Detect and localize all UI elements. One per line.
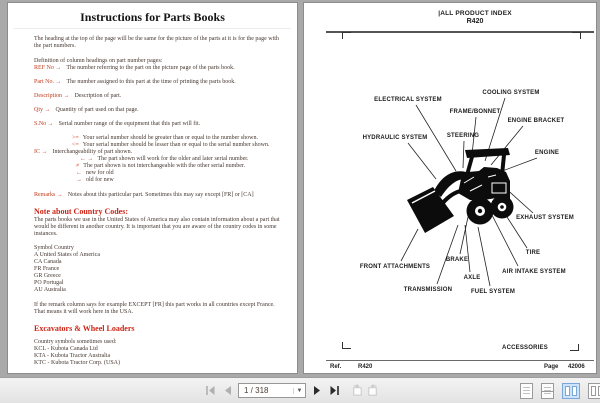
doc-line: → old for new	[76, 177, 114, 183]
ref-value: R420	[358, 364, 373, 370]
ref-label: Ref.	[330, 364, 342, 370]
two-page-view-icon[interactable]	[562, 383, 580, 399]
page-navigation	[204, 383, 379, 398]
doc-line: GR Greece	[34, 273, 61, 279]
rotate-right-icon[interactable]	[367, 384, 379, 398]
callout-electrical-system: ELECTRICAL SYSTEM	[374, 97, 442, 103]
two-page-scroll-view-icon[interactable]	[588, 383, 600, 399]
doc-line: IC → Interchangeability of part shown.	[34, 149, 133, 155]
page-title: Instructions for Parts Books	[80, 10, 225, 24]
doc-line: A United States of America	[34, 252, 100, 258]
callout-engine: ENGINE	[534, 150, 560, 156]
left-page-body	[8, 29, 297, 367]
doc-line: FR France	[34, 266, 60, 272]
callout-frame-bonnet: FRAME/BONNET	[449, 109, 501, 115]
callout-hydraulic-system: HYDRAULIC SYSTEM	[362, 135, 428, 141]
doc-line: Part No. → The number assigned to this part at the time of printing the parts book.	[34, 79, 236, 85]
doc-line: >= Your serial number should be greater than or equal to the number shown.	[72, 135, 258, 141]
doc-line: Country symbols sometimes used:	[34, 339, 117, 345]
product-index-title: |ALL PRODUCT INDEX	[438, 10, 512, 17]
single-page-view-icon[interactable]	[520, 383, 533, 399]
callout-front-attachments: FRONT ATTACHMENTS	[359, 264, 431, 270]
callout-accessories: ACCESSORIES	[502, 345, 548, 351]
callout-transmission: TRANSMISSION	[403, 287, 453, 293]
callout-exhaust-system: EXHAUST SYSTEM	[516, 215, 574, 221]
doc-line: Definition of column headings on part number pages:	[34, 58, 163, 64]
doc-line: REF No → The number referring to the part on the picture page of the parts book.	[34, 65, 235, 71]
last-page-icon[interactable]	[328, 384, 340, 398]
doc-heading: Note about Country Codes:	[34, 207, 128, 216]
callout-brake: BRAKE	[445, 257, 469, 263]
next-page-icon[interactable]	[311, 384, 323, 398]
page-right	[303, 2, 597, 374]
callout-axle: AXLE	[463, 275, 481, 281]
doc-line: Qty → Quantity of part used on that page.	[34, 107, 139, 113]
doc-line: Remarks → Notes about this particular part. Sometimes this may say except [FR] or [CA]	[34, 192, 254, 198]
callout-tire: TIRE	[525, 250, 541, 256]
rotate-left-icon[interactable]	[351, 384, 363, 398]
callout-engine-bracket: ENGINE BRACKET	[507, 118, 565, 124]
machine-illustration	[404, 143, 524, 238]
doc-line: ← new for old	[76, 170, 114, 176]
doc-line: ← → The part shown will work for the older and later serial number.	[80, 156, 249, 162]
doc-line: Description → Description of part.	[34, 93, 122, 99]
page-left	[7, 2, 298, 374]
doc-line: ≠ The part shown is not interchangeable with the other serial number.	[76, 163, 246, 169]
callout-air-intake-system: AIR INTAKE SYSTEM	[502, 269, 566, 275]
doc-line: The parts books we use in the United States of America may also contain information about a part that would be different in another country. It is important that you are aware of the country codes in some instances.	[34, 217, 280, 237]
viewer-toolbar	[0, 377, 600, 403]
page-view-modes	[520, 383, 600, 399]
doc-line: PO Portugal	[34, 280, 64, 286]
rotate-tools	[351, 384, 379, 398]
doc-line: KTA - Kubota Tractor Australia	[34, 353, 111, 359]
doc-line: CA Canada	[34, 259, 62, 265]
callout-fuel-system: FUEL SYSTEM	[470, 289, 516, 295]
doc-line: <= Your serial number should be lesser than or equal to the serial number shown.	[72, 142, 270, 148]
footer-rule	[326, 360, 594, 361]
first-page-icon[interactable]	[204, 384, 216, 398]
page-number-display[interactable]: 1 / 318	[244, 386, 269, 395]
doc-line: If the remark column says for example EXCEPT [FR] this part works in all countries except France.	[34, 302, 275, 308]
doc-line: Symbol Country	[34, 245, 74, 251]
doc-heading: Excavators & Wheel Loaders	[34, 324, 135, 333]
model-number: R420	[466, 18, 484, 25]
previous-page-icon[interactable]	[221, 384, 233, 398]
doc-line: KCL - Kubota Canada Ltd	[34, 346, 98, 352]
doc-line: The heading at the top of the page will be the same for the picture of the parts at it is for the page with the part numbers.	[34, 36, 279, 49]
doc-line: AU Australia	[34, 287, 66, 293]
callout-cooling-system: COOLING SYSTEM	[482, 90, 540, 96]
doc-line: KTC - Kubota Tractor Corp. (USA)	[34, 360, 120, 366]
page-number-value: 42006	[568, 364, 585, 370]
continuous-scroll-view-icon[interactable]	[541, 383, 554, 399]
doc-line: That means it will work here in the USA.	[34, 309, 134, 315]
chevron-down-icon[interactable]: ▼	[293, 388, 305, 394]
page-label: Page	[544, 364, 559, 370]
doc-line: S.No → Serial number range of the equipment that this part will fit.	[34, 121, 201, 127]
callout-steering: STEERING	[446, 133, 480, 139]
page-number-input[interactable]	[238, 383, 306, 398]
